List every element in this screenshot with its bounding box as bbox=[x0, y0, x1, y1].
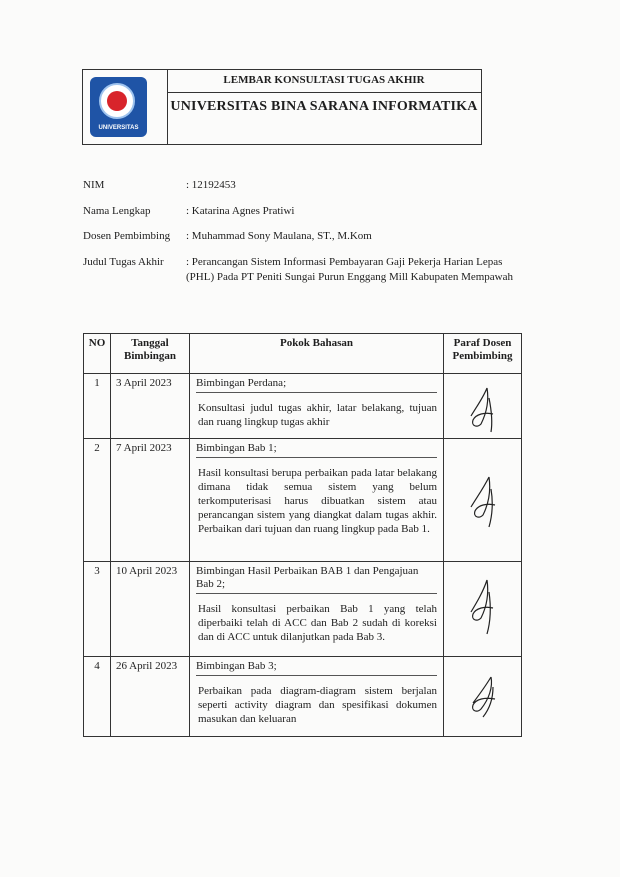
topic-body: Hasil konsultasi perbaikan Bab 1 yang telah diperbaiki telah di ACC dan Bab 2 sudah di koreksi dan di ACC untuk dilanjutkan pada Bab 3. bbox=[198, 603, 437, 643]
topic-title: Bimbingan Perdana; bbox=[196, 377, 437, 393]
topic-title: Bimbingan Bab 1; bbox=[196, 442, 437, 458]
topic-body: Perbaikan pada diagram-diagram sistem berjalan seperti activity diagram dan spesifikasi dokumen masukan dan keluaran bbox=[198, 685, 437, 725]
signature-icon bbox=[463, 473, 503, 529]
signature-icon bbox=[463, 673, 503, 719]
logo-emblem bbox=[99, 83, 135, 119]
table-row bbox=[84, 374, 522, 439]
topic-title: Bimbingan Bab 3; bbox=[196, 660, 437, 676]
row-signature bbox=[444, 562, 522, 657]
header-sign: Paraf Dosen Pembimbing bbox=[444, 334, 522, 374]
row-signature bbox=[444, 439, 522, 562]
row-no: 4 bbox=[84, 657, 111, 737]
header-no: NO bbox=[84, 334, 111, 374]
logo-cell bbox=[83, 70, 168, 145]
topic-body: Hasil konsultasi berupa perbaikan pada latar belakang dimana tidak semua sistem yang belum terkomputerisasi harus dibuatkan sistem atau perancangan sistem yang diangkat dalam tugas akhir. Perbaikan dari tujuan dan ruang lingkup pada Bab 1. bbox=[198, 467, 437, 535]
header-topic: Pokok Bahasan bbox=[190, 334, 444, 374]
row-date: 3 April 2023 bbox=[111, 374, 190, 439]
advisor-label: Dosen Pembimbing bbox=[83, 230, 171, 242]
advisor-value: : Muhammad Sony Maulana, ST., M.Kom bbox=[186, 230, 372, 242]
form-header bbox=[82, 69, 482, 145]
signature-icon bbox=[463, 576, 503, 636]
row-date: 26 April 2023 bbox=[111, 657, 190, 737]
table-row bbox=[84, 562, 522, 657]
row-topic bbox=[190, 374, 444, 439]
form-title: LEMBAR KONSULTASI TUGAS AKHIR bbox=[167, 70, 481, 93]
nim-label: NIM bbox=[83, 179, 105, 191]
row-no: 1 bbox=[84, 374, 111, 439]
university-name: UNIVERSITAS BINA SARANA INFORMATIKA bbox=[170, 99, 478, 114]
thesis-title-value: : Perancangan Sistem Informasi Pembayaran Gaji Pekerja Harian Lepas (PHL) Pada PT Peniti Sungai Purun Enggang Mill Kabupaten Mempawah bbox=[186, 256, 514, 283]
row-no: 3 bbox=[84, 562, 111, 657]
consultation-table bbox=[83, 333, 522, 737]
row-topic bbox=[190, 657, 444, 737]
thesis-title-label: Judul Tugas Akhir bbox=[83, 256, 164, 268]
row-no: 2 bbox=[84, 439, 111, 562]
header-date: Tanggal Bimbingan bbox=[111, 334, 190, 374]
name-label: Nama Lengkap bbox=[83, 205, 151, 217]
row-signature bbox=[444, 374, 522, 439]
table-row bbox=[84, 657, 522, 737]
university-logo bbox=[90, 77, 147, 137]
row-date: 7 April 2023 bbox=[111, 439, 190, 562]
row-topic bbox=[190, 562, 444, 657]
logo-text: UNIVERSITAS bbox=[98, 125, 139, 131]
name-value: : Katarina Agnes Pratiwi bbox=[186, 205, 295, 217]
nim-value: : 12192453 bbox=[186, 179, 236, 191]
row-date: 10 April 2023 bbox=[111, 562, 190, 657]
table-header-row bbox=[84, 334, 522, 374]
table-row bbox=[84, 439, 522, 562]
row-signature bbox=[444, 657, 522, 737]
row-topic bbox=[190, 439, 444, 562]
signature-icon bbox=[463, 384, 503, 434]
topic-title: Bimbingan Hasil Perbaikan BAB 1 dan Pengajuan Bab 2; bbox=[196, 565, 437, 594]
topic-body: Konsultasi judul tugas akhir, latar belakang, tujuan dan ruang lingkup tugas akhir bbox=[198, 402, 437, 428]
